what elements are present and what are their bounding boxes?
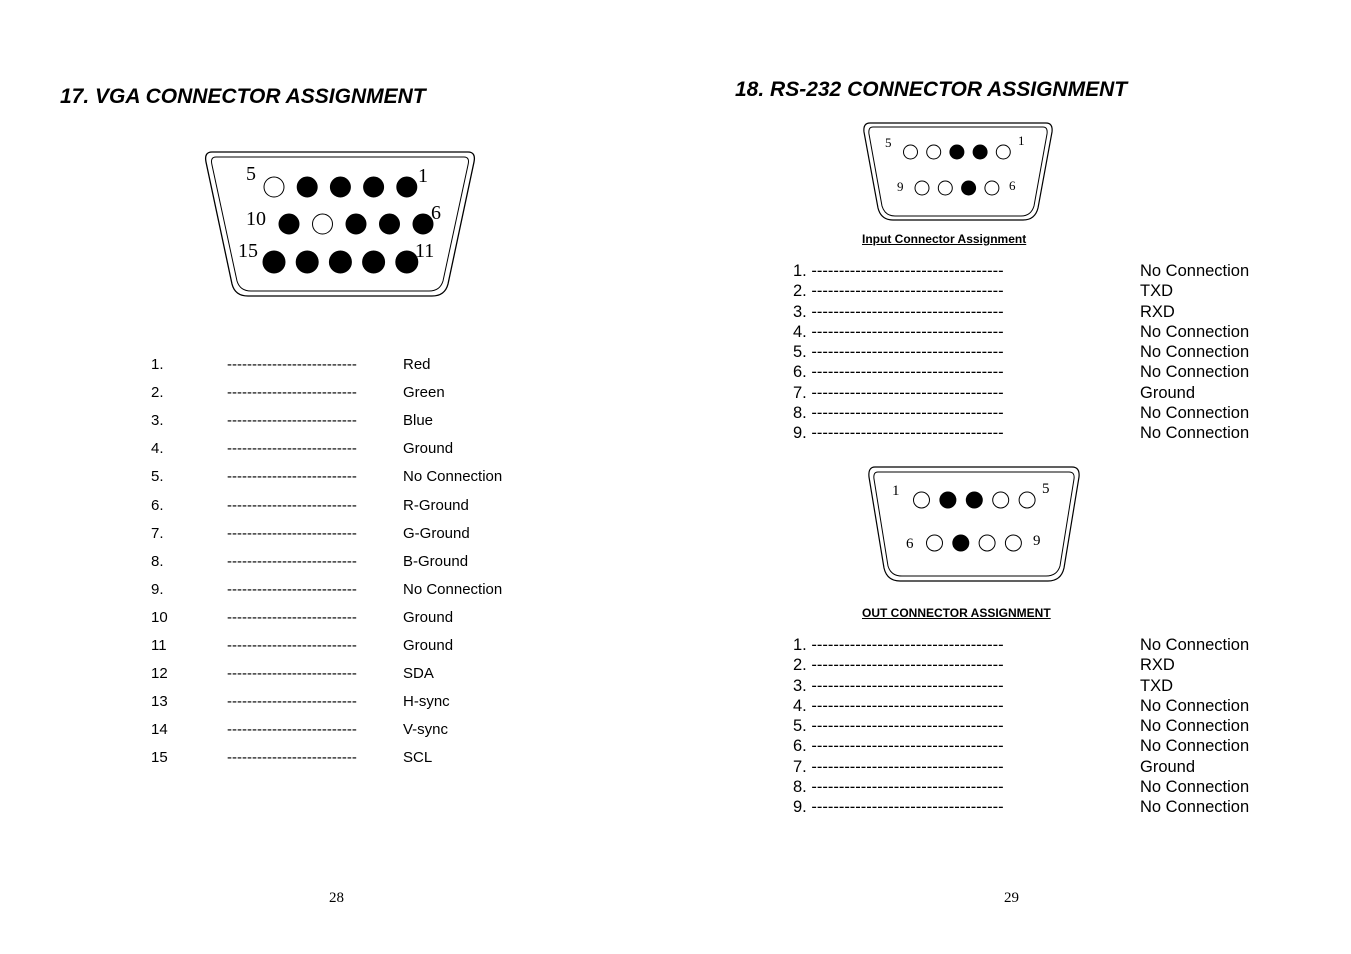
input-pin-number: 7. ----------------------------------- — [793, 383, 1004, 402]
input-pin-open — [938, 181, 952, 195]
output-pin-number: 2. ----------------------------------- — [793, 656, 1004, 675]
vga-pin-signal: R-Ground — [403, 496, 469, 514]
vga-label-10: 10 — [246, 208, 266, 230]
vga-pin-number: 10 — [151, 608, 168, 626]
vga-label-11: 11 — [415, 240, 435, 262]
vga-pin-number: 14 — [151, 721, 168, 739]
output-pin-number: 4. ----------------------------------- — [793, 696, 1004, 715]
input-pin-filled — [962, 181, 976, 195]
vga-label-5: 5 — [246, 163, 256, 185]
input-pin-signal: No Connection — [1140, 262, 1250, 280]
output-pin-open — [1005, 535, 1021, 551]
rs232-output-connector-diagram — [864, 464, 1084, 584]
vga-pin-number: 6. — [151, 496, 164, 514]
output-pin-number: 6. ----------------------------------- — [793, 737, 1004, 756]
input-pin-filled — [973, 145, 987, 159]
output-pin-signal: RXD — [1140, 656, 1175, 675]
rs232-section-title: 18. RS-232 CONNECTOR ASSIGNMENT — [735, 78, 1128, 101]
vga-pin-signal: Green — [403, 384, 445, 402]
vga-pin-open — [264, 177, 284, 197]
vga-pin-leader: -------------------------- — [227, 356, 357, 373]
vga-pin-signal: SCL — [403, 749, 433, 767]
vga-pin-signal: H-sync — [403, 693, 450, 711]
output-pin-open — [927, 535, 943, 551]
vga-label-6: 6 — [431, 202, 441, 224]
output-pin-open — [914, 492, 930, 508]
input-pin-number: 3. ----------------------------------- — [793, 302, 1004, 321]
input-pin-number: 2. ----------------------------------- — [793, 282, 1004, 301]
output-label-6: 6 — [906, 536, 914, 552]
vga-pin-signal: Ground — [403, 608, 454, 626]
input-label-9: 9 — [897, 179, 904, 194]
vga-pin-leader: -------------------------- — [227, 721, 357, 739]
vga-pin-leader: -------------------------- — [227, 608, 357, 626]
vga-pin-signal: No Connection — [403, 468, 503, 486]
vga-pin-filled — [263, 251, 285, 273]
vga-pin-leader: -------------------------- — [227, 384, 357, 402]
vga-pin-filled — [297, 177, 317, 197]
vga-pin-leader: -------------------------- — [227, 665, 357, 683]
vga-label-1: 1 — [418, 165, 428, 187]
vga-pin-number: 1. — [151, 356, 164, 373]
output-pin-open — [1019, 492, 1035, 508]
vga-pin-filled — [346, 214, 366, 234]
output-pin-filled — [953, 535, 969, 551]
vga-pin-signal: Red — [403, 356, 431, 373]
output-label-1: 1 — [892, 483, 900, 499]
vga-pin-number: 2. — [151, 384, 164, 402]
input-pin-signal: No Connection — [1140, 322, 1250, 341]
output-pin-number: 5. ----------------------------------- — [793, 717, 1004, 735]
vga-pin-number: 5. — [151, 468, 164, 486]
vga-pin-filled — [296, 251, 318, 273]
output-pin-signal: No Connection — [1140, 737, 1250, 756]
vga-pin-signal: No Connection — [403, 580, 503, 598]
input-pin-number: 9. ----------------------------------- — [793, 424, 1004, 442]
output-pin-signal: No Connection — [1140, 777, 1250, 796]
input-pin-open — [985, 181, 999, 195]
input-pin-open — [904, 145, 918, 159]
output-pin-number: 1. ----------------------------------- — [793, 636, 1004, 654]
vga-pin-number: 12 — [151, 665, 168, 683]
output-pin-signal: No Connection — [1140, 636, 1250, 654]
output-pin-open — [979, 535, 995, 551]
vga-pin-open — [313, 214, 333, 234]
output-label-5: 5 — [1042, 481, 1050, 497]
vga-pin-leader: -------------------------- — [227, 552, 357, 570]
vga-pin-number: 11 — [151, 637, 167, 654]
output-pin-number: 9. ----------------------------------- — [793, 798, 1004, 816]
input-pin-filled — [950, 145, 964, 159]
vga-pin-leader: -------------------------- — [227, 496, 357, 514]
output-pin-signal: No Connection — [1140, 717, 1250, 735]
output-pin-signal: Ground — [1140, 757, 1196, 776]
vga-pin-filled — [329, 251, 351, 273]
vga-pin-leader: -------------------------- — [227, 524, 357, 542]
vga-pin-number: 3. — [151, 412, 164, 430]
vga-pin-filled — [330, 177, 350, 197]
output-label-9: 9 — [1033, 533, 1041, 549]
vga-pin-leader: -------------------------- — [227, 468, 357, 486]
vga-pin-number: 8. — [151, 552, 164, 570]
vga-pin-number: 15 — [151, 749, 168, 767]
vga-pin-number: 13 — [151, 693, 168, 711]
input-pin-signal: RXD — [1140, 302, 1175, 321]
vga-label-15: 15 — [238, 240, 258, 262]
input-pin-number: 1. ----------------------------------- — [793, 262, 1004, 280]
vga-pin-signal: B-Ground — [403, 552, 469, 570]
vga-section-title: 17. VGA CONNECTOR ASSIGNMENT — [60, 85, 426, 108]
vga-pin-filled — [380, 214, 400, 234]
output-pin-number: 8. ----------------------------------- — [793, 777, 1004, 796]
vga-pin-number: 7. — [151, 524, 164, 542]
input-pin-open — [927, 145, 941, 159]
input-pin-number: 6. ----------------------------------- — [793, 363, 1004, 382]
vga-pin-leader: -------------------------- — [227, 749, 357, 767]
rs232-input-connector-diagram — [860, 120, 1056, 224]
input-pin-number: 8. ----------------------------------- — [793, 403, 1004, 422]
vga-pin-filled — [413, 214, 433, 234]
output-pin-filled — [940, 492, 956, 508]
vga-pin-number: 4. — [151, 440, 164, 458]
input-pin-signal: No Connection — [1140, 343, 1250, 361]
input-pin-signal: No Connection — [1140, 403, 1250, 422]
input-pin-signal: TXD — [1140, 282, 1173, 301]
vga-pin-leader: -------------------------- — [227, 412, 357, 430]
output-pin-number: 7. ----------------------------------- — [793, 757, 1004, 776]
vga-pin-leader: -------------------------- — [227, 693, 357, 711]
output-pin-signal: No Connection — [1140, 696, 1250, 715]
page-number-right: 29 — [1004, 890, 1019, 906]
vga-pin-signal: V-sync — [403, 721, 449, 739]
output-pin-open — [993, 492, 1009, 508]
vga-pin-filled — [279, 214, 299, 234]
input-label-6: 6 — [1009, 178, 1016, 193]
input-pin-number: 4. ----------------------------------- — [793, 322, 1004, 341]
vga-pin-leader: -------------------------- — [227, 440, 357, 458]
vga-pin-number: 9. — [151, 580, 164, 598]
output-connector-caption: OUT CONNECTOR ASSIGNMENT — [862, 606, 1051, 620]
output-pin-signal: No Connection — [1140, 798, 1250, 816]
vga-pin-signal: G-Ground — [403, 524, 470, 542]
vga-pin-signal: SDA — [403, 665, 434, 683]
output-pin-signal: TXD — [1140, 676, 1173, 695]
input-pin-signal: No Connection — [1140, 363, 1250, 382]
vga-pin-filled — [364, 177, 384, 197]
input-pin-number: 5. ----------------------------------- — [793, 343, 1004, 361]
vga-pin-signal: Blue — [403, 412, 434, 430]
vga-pin-filled — [363, 251, 385, 273]
input-pin-open — [996, 145, 1010, 159]
input-label-1: 1 — [1018, 133, 1025, 148]
vga-pin-filled — [397, 177, 417, 197]
input-pin-signal: No Connection — [1140, 424, 1250, 442]
output-pin-number: 3. ----------------------------------- — [793, 676, 1004, 695]
vga-pin-signal: Ground — [403, 440, 454, 458]
vga-pin-leader: -------------------------- — [227, 580, 357, 598]
input-connector-caption: Input Connector Assignment — [862, 232, 1027, 246]
input-pin-signal: Ground — [1140, 383, 1196, 402]
input-pin-open — [915, 181, 929, 195]
output-pin-filled — [966, 492, 982, 508]
input-label-5: 5 — [885, 135, 892, 150]
vga-connector-diagram — [200, 148, 480, 300]
page-number-left: 28 — [329, 890, 344, 906]
vga-pin-signal: Ground — [403, 637, 454, 654]
vga-pin-leader: -------------------------- — [227, 637, 357, 654]
